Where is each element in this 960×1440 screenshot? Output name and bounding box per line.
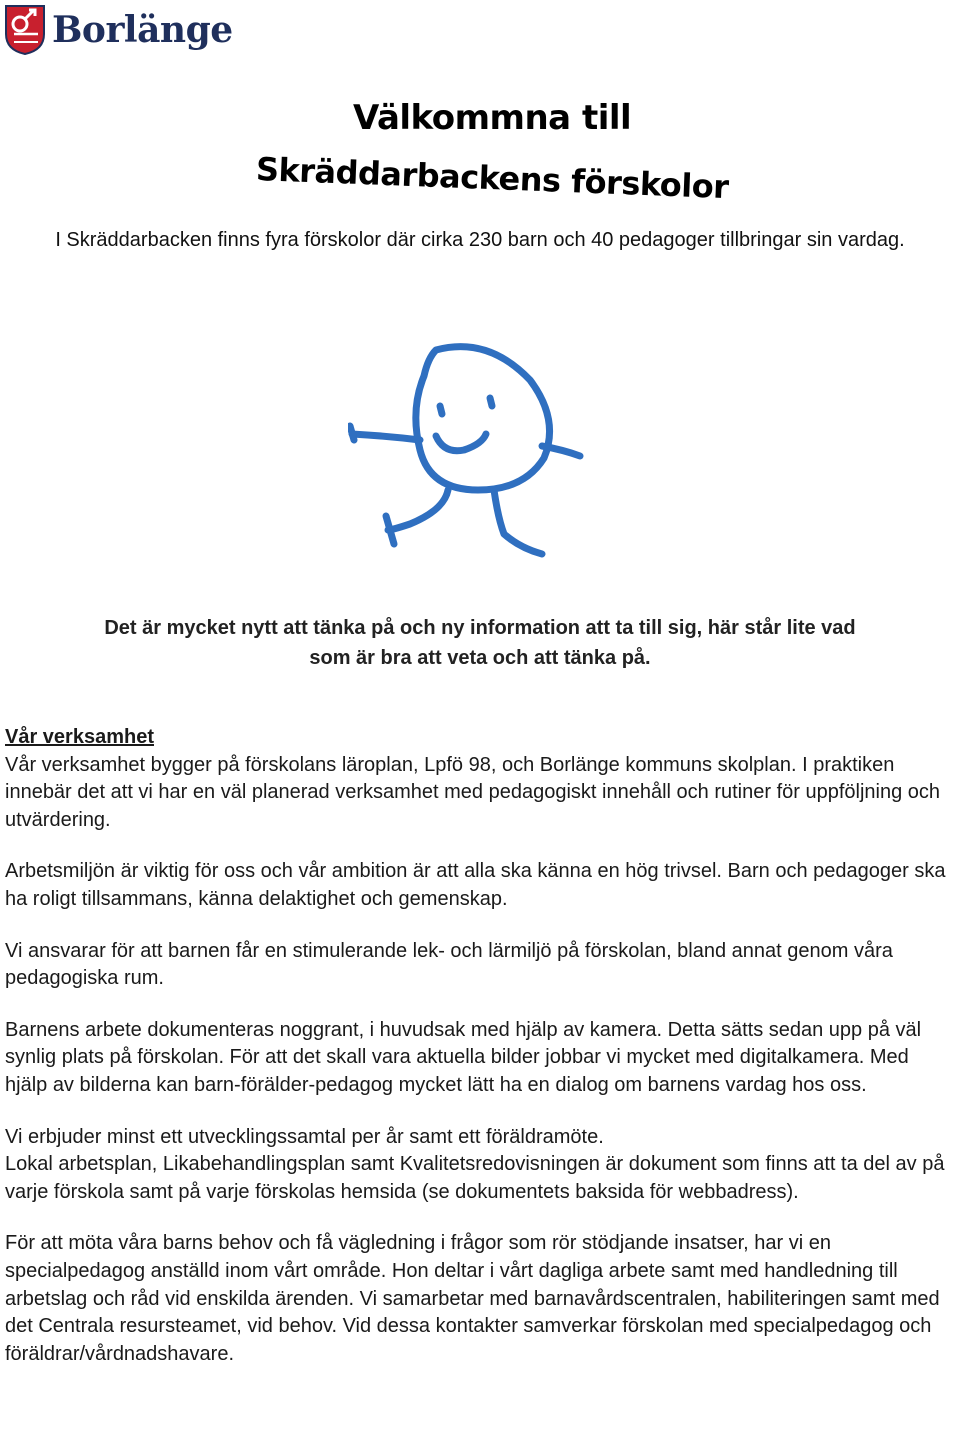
paragraph-2: Arbetsmiljön är viktig för oss och vår ambition är att alla ska känna en hög trivsel. Barn och pedagoger ska ha roligt tillsammans, känna delaktighet och gemenskap.: [5, 860, 946, 910]
logo-text: Borlänge: [52, 9, 233, 51]
paragraph-1: Vår verksamhet bygger på förskolans läroplan, Lpfö 98, och Borlänge kommuns skolplan. I praktiken innebär det att vi har en väl planerad verksamhet med pedagogiskt innehåll och rutiner för uppföljning och utvärdering.: [5, 753, 941, 831]
page-title-line1: Välkommna till: [353, 98, 632, 138]
borlange-shield-icon: [4, 4, 46, 56]
paragraph-4: Barnens arbete dokumenteras noggrant, i huvudsak med hjälp av kamera. Detta sätts sedan upp på väl synlig plats på förskolan. För att det skall vara aktuella bilder jobbar vi mycket med digitalkamera. Med hjälp av bilderna kan barn-förälder-pedagog mycket lätt ha en dialog om barnens vardag hos oss.: [5, 1018, 922, 1096]
paragraph-5a: Vi erbjuder minst ett utvecklingssamtal per år samt ett föräldramöte.: [5, 1125, 604, 1148]
page-title-line2: Skräddarbackens förskolor: [255, 150, 730, 207]
bold-intro: [0, 613, 960, 673]
bold-intro-line2: som är bra att veta och att tänka på.: [309, 647, 651, 669]
paragraph-3: Vi ansvarar för att barnen får en stimulerande lek- och lärmiljö på förskolan, bland annat genom våra pedagogiska rum.: [5, 939, 893, 990]
intro-text: I Skräddarbacken finns fyra förskolor där cirka 230 barn och 40 pedagoger tillbringar sin vardag.: [55, 229, 905, 251]
bold-intro-line1: Det är mycket nytt att tänka på och ny information att ta till sig, här står lite vad: [104, 617, 856, 639]
section-heading: Vår verksamhet: [5, 726, 154, 748]
paragraph-5b: Lokal arbetsplan, Likabehandlingsplan samt Kvalitetsredovisningen är dokument som finns att ta del av på varje förskola samt på varje förskolas hemsida (se dokumentets baksida för webbadress).: [5, 1153, 945, 1203]
borlange-logo: [4, 4, 233, 56]
stick-figure-smiley-illustration: [348, 340, 588, 565]
paragraph-6: För att möta våra barns behov och få vägledning i frågor som rör stödjande insatser, har vi en specialpedagog anställd inom vårt område. Hon deltar i vårt dagliga arbete samt med handledning till arbetslag och råd vid enskilda ärenden. Vi samarbetar med barnavårdscentralen, habiliteringen samt med det Centrala resursteamet, vid behov. Vid dessa kontakter samverkar förskolan med specialpedagog och föräldrar/vårdnadshavare.: [5, 1232, 940, 1365]
main-content: [5, 724, 955, 1368]
